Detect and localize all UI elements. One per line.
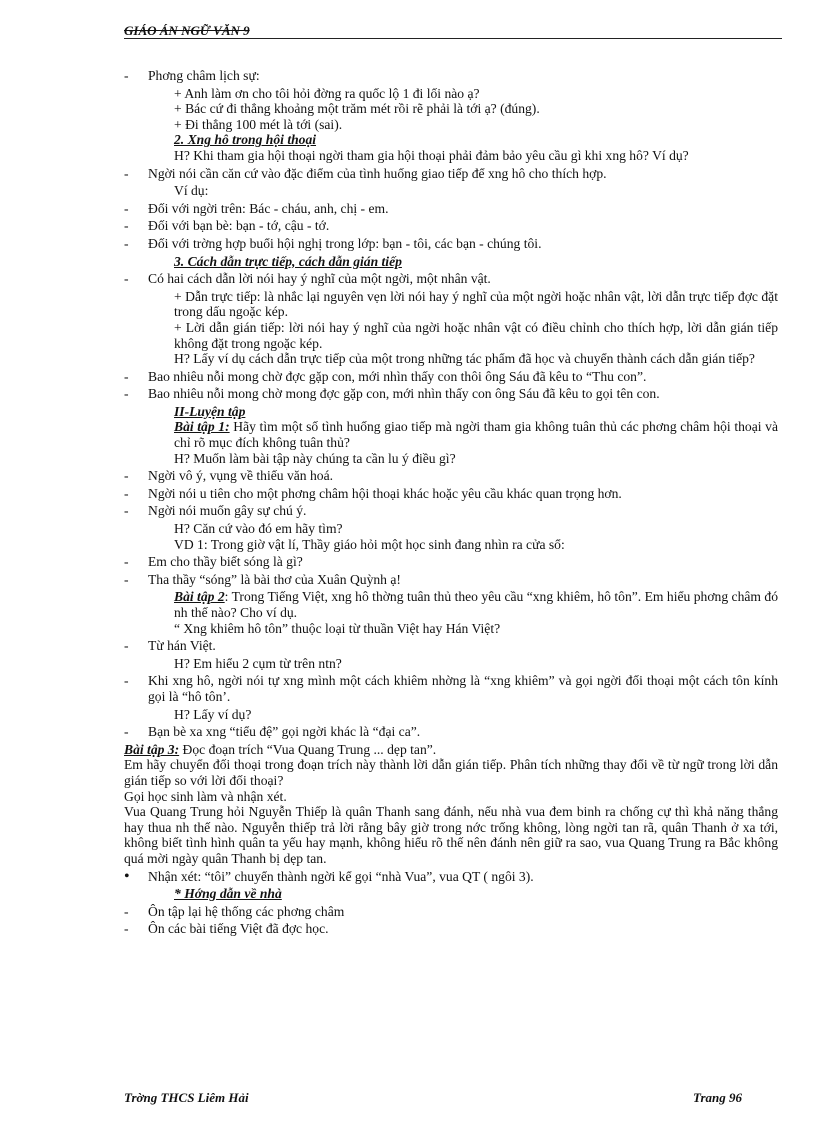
section-heading (124, 886, 778, 902)
paragraph (124, 537, 778, 553)
exercise-paragraph (124, 742, 778, 758)
line-text: Em hãy chuyển đối thoại trong đoạn trích này thành lời dẫn gián tiếp. Phân tích những thay đổi về từ ngữ trong lời dẫn gián tiếp so với lời đối thoại? (124, 757, 778, 788)
line-text: 3. Cách dẫn trực tiếp, cách dẫn gián tiếp (174, 253, 402, 269)
bullet-item (124, 638, 778, 654)
page-header (124, 22, 782, 39)
line-text: * Hớng dẫn về nhà (174, 886, 282, 902)
line-text: Ngời nói muốn gây sự chú ý. (148, 503, 307, 519)
section-heading (124, 404, 778, 420)
bullet-item (124, 554, 778, 570)
bullet-item (124, 503, 778, 519)
exercise-label: Bài tập 2 (174, 589, 225, 605)
bullet-item (124, 201, 778, 217)
bullet-item (124, 218, 778, 234)
bullet-item (124, 166, 778, 182)
paragraph (124, 86, 778, 102)
line-text: H? Em hiểu 2 cụm từ trên ntn? (174, 655, 342, 671)
line-text: H? Căn cứ vào đó em hãy tìm? (174, 521, 343, 537)
line-text: + Lời dẫn gián tiếp: lời nói hay ý nghĩ của ngời hoặc nhân vật có điều chỉnh cho thích hợp, lời dẫn gián tiếp không đặt trong ngoặc kép. (174, 319, 778, 351)
line-text: H? Khi tham gia hội thoại ngời tham gia hội thoại phải đảm bảo yêu cầu gì khi xng hô? Ví dụ? (174, 147, 689, 163)
page-footer (124, 1090, 742, 1106)
line-text: VD 1: Trong giờ vật lí, Thầy giáo hỏi một học sinh đang nhìn ra cửa sổ: (174, 536, 565, 552)
exercise-label: Bài tập 1: (174, 419, 230, 435)
line-text: + Bác cứ đi thẳng khoảng một trăm mét rồi rẽ phải là tới ạ? (đúng). (174, 101, 540, 117)
line-text: Vua Quang Trung hỏi Nguyễn Thiếp là quân Thanh sang đánh, nếu nhà vua đem binh ra chống cự thì khả năng thắng hay thua nh thế nào. Nguyễn thiếp trả lời rằng bây giờ trong nớc trống không, lòng ngời tan rã, quân Thanh ở xa tới, không biết tình hình quân ta yếu hay mạnh, không hiểu rõ thế nên đánh nên giữ ra sao, vua Quang Trung ra Bắc không quá mời ngày quân Thanh bị dẹp tan. (124, 804, 778, 866)
bullet-item (124, 386, 778, 402)
bullet-item (124, 673, 778, 704)
header-title: GIÁO ÁN NGỮ VĂN 9 (124, 23, 250, 38)
line-text: + Dẫn trực tiếp: là nhắc lại nguyên vẹn lời nói hay ý nghĩ của một ngời hoặc nhân vật, lời dẫn trực tiếp đợc đặt trong dấu ngoặc kép. (174, 288, 778, 320)
footer-school: Trờng THCS Liêm Hải (124, 1090, 249, 1105)
exercise-paragraph (124, 419, 778, 450)
exercise-label: Bài tập 3: (124, 741, 180, 757)
bullet-item (124, 869, 778, 885)
line-text: Nhận xét: “tôi” chuyển thành ngời kể gọi “nhà Vua”, vua QT ( ngôi 3). (148, 868, 534, 884)
section-heading (124, 132, 778, 148)
line-text: Bạn bè xa xng “tiểu đệ” gọi ngời khác là “đại ca”. (148, 724, 421, 740)
line-text: Em cho thầy biết sóng là gì? (148, 554, 303, 570)
line-text: “ Xng khiêm hô tôn” thuộc loại từ thuần Việt hay Hán Việt? (174, 620, 501, 636)
paragraph (124, 707, 778, 723)
paragraph (124, 621, 778, 637)
line-text: : Trong Tiếng Việt, xng hô thờng tuân thủ theo yêu cầu “xng khiêm, hô tôn”. Em hiểu phơng châm đó nh thế nào? Cho ví dụ. (174, 589, 778, 620)
line-text: Ví dụ: (174, 183, 209, 199)
document-body (124, 66, 778, 939)
line-text: Đối với trờng hợp buổi hội nghị trong lớp: bạn - tôi, các bạn - chúng tôi. (148, 235, 542, 251)
paragraph (124, 289, 778, 320)
line-text: Đối với ngời trên: Bác - cháu, anh, chị - em. (148, 200, 389, 216)
line-text: Khi xng hô, ngời nói tự xng mình một cách khiêm nhờng là “xng khiêm” và gọi ngời đối thoại một cách tôn kính gọi là “hô tôn’. (148, 673, 778, 704)
paragraph (124, 320, 778, 351)
bullet-item (124, 369, 778, 385)
line-text: Tha thầy “sóng” là bài thơ của Xuân Quỳnh ạ! (148, 571, 401, 587)
paragraph (124, 451, 778, 467)
paragraph (124, 148, 778, 164)
bullet-item (124, 904, 778, 920)
bullet-item (124, 572, 778, 588)
line-text: Đối với bạn bè: bạn - tớ, cậu - tớ. (148, 218, 330, 234)
line-text: Ôn tập lại hệ thống các phơng châm (148, 903, 345, 919)
paragraph (124, 804, 778, 866)
bullet-item (124, 486, 778, 502)
line-text: Bao nhiêu nỗi mong chờ mong đợc gặp con, mới nhìn thấy con ông Sáu đã kêu to gọi tên con. (148, 386, 660, 402)
line-text: H? Muốn làm bài tập này chúng ta cần lu ý điều gì? (174, 450, 456, 466)
line-text: + Đi thẳng 100 mét là tới (sai). (174, 116, 343, 132)
line-text: Hãy tìm một số tình huống giao tiếp mà ngời tham gia không tuân thủ các phơng châm hội thoại và chỉ rõ mục đích không tuân thủ? (174, 419, 778, 451)
line-text: Bao nhiêu nỗi mong chờ đợc gặp con, mới nhìn thấy con thôi ông Sáu đã kêu to “Thu con”. (148, 368, 647, 384)
bullet-item (124, 271, 778, 287)
paragraph (124, 521, 778, 537)
paragraph (124, 101, 778, 117)
bullet-item (124, 724, 778, 740)
paragraph (124, 757, 778, 788)
line-text: Ngời vô ý, vụng về thiếu văn hoá. (148, 468, 334, 484)
line-text: Có hai cách dẫn lời nói hay ý nghĩ của một ngời, một nhân vật. (148, 271, 491, 287)
line-text: Ngời nói u tiên cho một phơng châm hội thoại khác hoặc yêu cầu khác quan trọng hơn. (148, 485, 622, 501)
bullet-item (124, 921, 778, 937)
line-text: Ngời nói cần căn cứ vào đặc điểm của tình huống giao tiếp để xng hô cho thích hợp. (148, 165, 607, 181)
line-text: + Anh làm ơn cho tôi hỏi đờng ra quốc lộ 1 đi lối nào ạ? (174, 85, 480, 101)
line-text: Từ hán Việt. (148, 638, 216, 654)
exercise-paragraph (124, 589, 778, 620)
bullet-item (124, 68, 778, 84)
paragraph (124, 183, 778, 199)
footer-page-number: Trang 96 (693, 1090, 742, 1105)
line-text: Phơng châm lịch sự: (148, 68, 260, 83)
line-text: H? Lấy ví dụ? (174, 706, 252, 722)
line-text: II-Luyện tập (174, 403, 246, 419)
bullet-item (124, 236, 778, 252)
line-text: Ôn các bài tiếng Việt đã đợc học. (148, 921, 329, 937)
paragraph (124, 789, 778, 805)
paragraph (124, 351, 778, 367)
line-text: 2. Xng hô trong hội thoại (174, 132, 317, 148)
section-heading (124, 254, 778, 270)
line-text: H? Lấy ví dụ cách dẫn trực tiếp của một trong những tác phẩm đã học và chuyển thành cách dẫn gián tiếp? (174, 351, 755, 367)
line-text: Đọc đoạn trích “Vua Quang Trung ... dẹp tan”. (179, 741, 437, 757)
paragraph (124, 117, 778, 133)
paragraph (124, 656, 778, 672)
bullet-item (124, 468, 778, 484)
line-text: Gọi học sinh làm và nhận xét. (124, 788, 287, 804)
